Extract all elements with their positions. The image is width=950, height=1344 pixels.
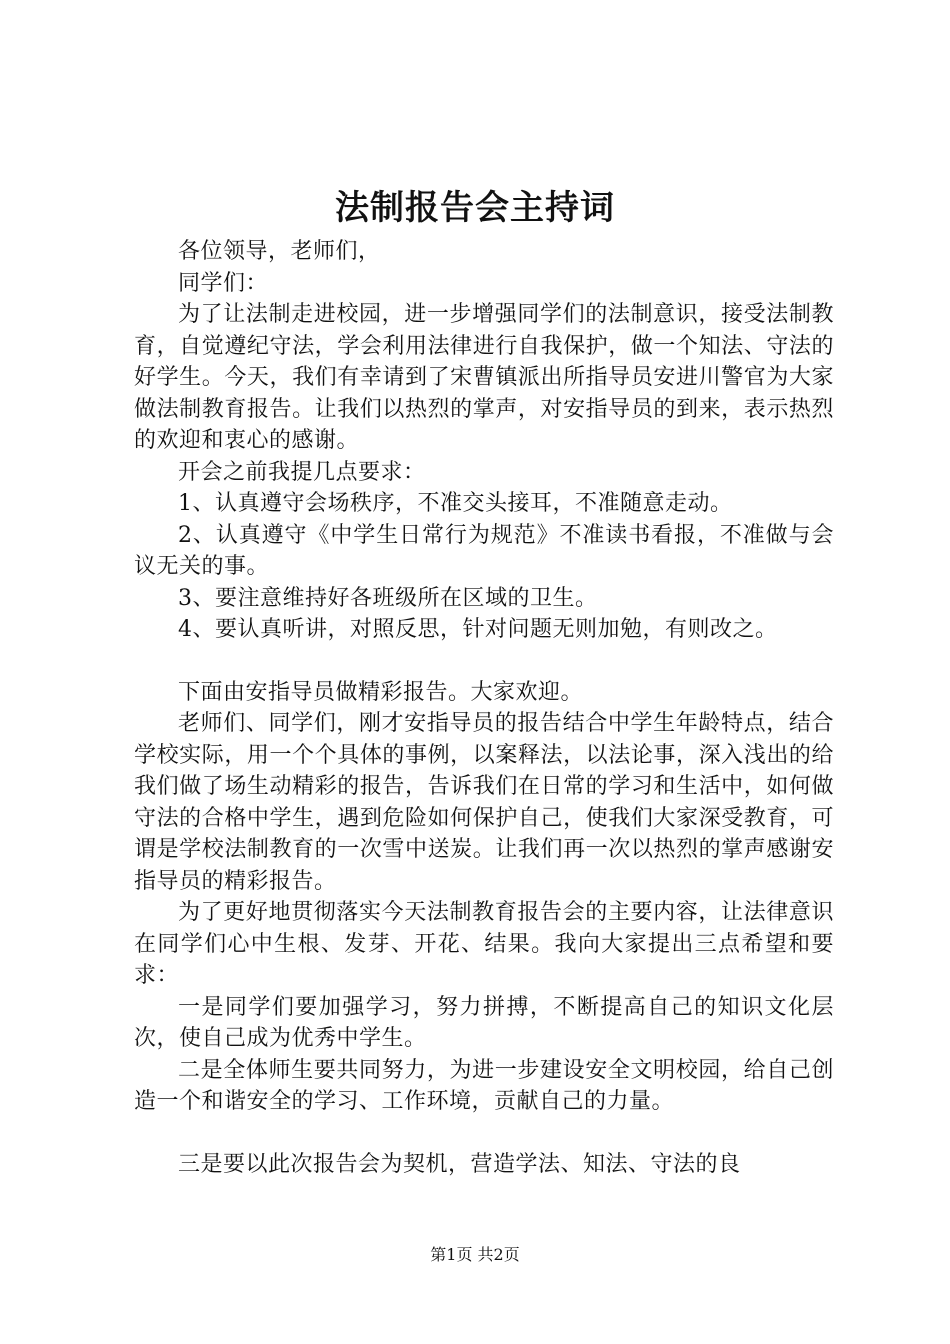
paragraph-salutation-1: 各位领导，老师们，	[178, 239, 381, 264]
paragraph-salutation-2: 同学们：	[178, 270, 269, 296]
paragraph-hope-2: 二是全体师生要共同努力，为进一步建设安全文明校园，给自己创造一个和谐安全的学习、工作环境，贡献自己的力量。	[134, 1057, 834, 1114]
paragraph-hope-3: 三是要以此次报告会为契机，营造学法、知法、守法的良	[178, 1151, 741, 1177]
paragraph-requirements-heading: 开会之前我提几点要求：	[178, 459, 426, 485]
page-footer: 第1页 共2页	[430, 1245, 520, 1264]
blank-line	[134, 646, 834, 677]
paragraph-hope-1: 一是同学们要加强学习，努力拼搏，不断提高自己的知识文化层次，使自己成为优秀中学生。	[134, 994, 834, 1051]
blank-line	[134, 1118, 834, 1149]
document-title: 法制报告会主持词	[335, 188, 615, 228]
paragraph-hopes-intro: 为了更好地贯彻落实今天法制教育报告会的主要内容，让法律意识在同学们心中生根、发芽、开花、结果。我向大家提出三点希望和要求：	[134, 900, 834, 988]
paragraph-summary: 老师们、同学们，刚才安指导员的报告结合中学生年龄特点，结合学校实际，用一个个具体的事例，以案释法，以法论事，深入浅出的给我们做了场生动精彩的报告，告诉我们在日常的学习和生活中，如何做守法的合格中学生，遇到危险如何保护自己，使我们大家深受教育，可谓是学校法制教育的一次雪中送炭。让我们再一次以热烈的掌声感谢安指导员的精彩报告。	[134, 711, 834, 894]
paragraph-requirement-1: 1、认真遵守会场秩序，不准交头接耳，不准随意走动。	[178, 491, 733, 516]
paragraph-intro: 为了让法制走进校园，进一步增强同学们的法制意识，接受法制教育，自觉遵纪守法，学会利用法律进行自我保护，做一个知法、守法的好学生。今天，我们有幸请到了宋曹镇派出所指导员安进川警官为大家做法制教育报告。让我们以热烈的掌声，对安指导员的到来，表示热烈的欢迎和衷心的感谢。	[134, 302, 834, 453]
document-body	[134, 236, 834, 1180]
paragraph-requirement-3: 3、要注意维持好各班级所在区域的卫生。	[178, 585, 598, 611]
paragraph-requirement-4: 4、要认真听讲，对照反思，针对问题无则加勉，有则改之。	[178, 617, 778, 642]
paragraph-welcome: 下面由安指导员做精彩报告。大家欢迎。	[178, 679, 584, 705]
paragraph-requirement-2: 2、认真遵守《中学生日常行为规范》不准读书看报，不准做与会议无关的事。	[134, 522, 834, 579]
